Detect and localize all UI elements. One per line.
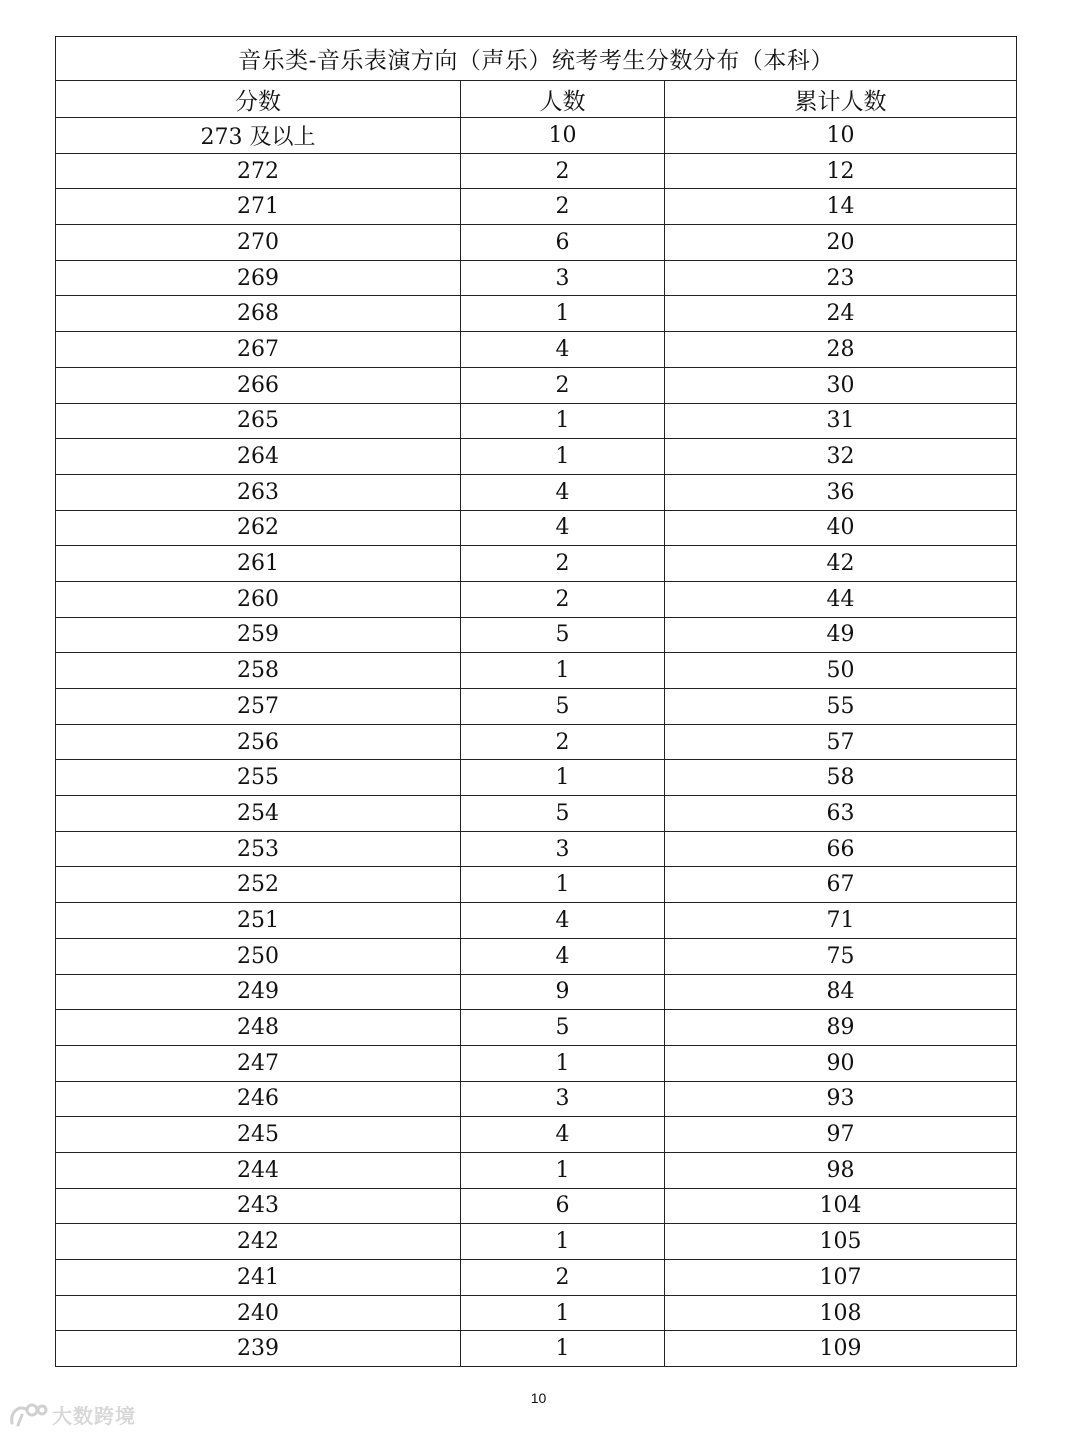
cumulative-cell: 107 — [665, 1260, 1017, 1296]
score-cell: 261 — [56, 546, 461, 582]
count-cell: 1 — [461, 1224, 665, 1260]
score-distribution-table — [55, 36, 1017, 1367]
cumulative-cell: 66 — [665, 831, 1017, 867]
count-cell: 1 — [461, 403, 665, 439]
count-cell: 5 — [461, 1010, 665, 1046]
table-row — [56, 546, 1017, 582]
score-cell: 263 — [56, 474, 461, 510]
header-count: 人数 — [461, 81, 665, 118]
cumulative-cell: 105 — [665, 1224, 1017, 1260]
table-row — [56, 439, 1017, 475]
cumulative-cell: 98 — [665, 1152, 1017, 1188]
score-cell: 246 — [56, 1081, 461, 1117]
table-row — [56, 1081, 1017, 1117]
score-cell: 273 及以上 — [56, 118, 461, 154]
score-cell: 250 — [56, 938, 461, 974]
score-cell: 262 — [56, 510, 461, 546]
table-row — [56, 367, 1017, 403]
table-row — [56, 938, 1017, 974]
cumulative-cell: 23 — [665, 260, 1017, 296]
count-cell: 3 — [461, 1081, 665, 1117]
header-score: 分数 — [56, 81, 461, 118]
cumulative-cell: 63 — [665, 796, 1017, 832]
cumulative-cell: 71 — [665, 903, 1017, 939]
cumulative-cell: 58 — [665, 760, 1017, 796]
table-row — [56, 153, 1017, 189]
cumulative-cell: 44 — [665, 581, 1017, 617]
cumulative-cell: 75 — [665, 938, 1017, 974]
score-cell: 249 — [56, 974, 461, 1010]
count-cell: 1 — [461, 1152, 665, 1188]
table-row — [56, 296, 1017, 332]
cumulative-cell: 31 — [665, 403, 1017, 439]
count-cell: 1 — [461, 1045, 665, 1081]
count-cell: 1 — [461, 653, 665, 689]
score-cell: 258 — [56, 653, 461, 689]
count-cell: 4 — [461, 332, 665, 368]
count-cell: 4 — [461, 903, 665, 939]
count-cell: 4 — [461, 938, 665, 974]
score-cell: 266 — [56, 367, 461, 403]
count-cell: 9 — [461, 974, 665, 1010]
count-cell: 2 — [461, 1260, 665, 1296]
table-row — [56, 617, 1017, 653]
table-header-row — [56, 81, 1017, 118]
score-cell: 270 — [56, 225, 461, 261]
score-cell: 244 — [56, 1152, 461, 1188]
table-row — [56, 189, 1017, 225]
cumulative-cell: 50 — [665, 653, 1017, 689]
cumulative-cell: 84 — [665, 974, 1017, 1010]
score-cell: 242 — [56, 1224, 461, 1260]
score-cell: 251 — [56, 903, 461, 939]
table-row — [56, 474, 1017, 510]
table-row — [56, 760, 1017, 796]
table-row — [56, 260, 1017, 296]
score-cell: 248 — [56, 1010, 461, 1046]
table-row — [56, 1331, 1017, 1367]
cumulative-cell: 55 — [665, 689, 1017, 725]
cumulative-cell: 49 — [665, 617, 1017, 653]
table-row — [56, 510, 1017, 546]
cumulative-cell: 57 — [665, 724, 1017, 760]
watermark — [8, 1400, 136, 1429]
score-cell: 271 — [56, 189, 461, 225]
table-title: 音乐类-音乐表演方向（声乐）统考考生分数分布（本科） — [56, 37, 1017, 81]
score-cell: 240 — [56, 1295, 461, 1331]
table-row — [56, 225, 1017, 261]
score-cell: 259 — [56, 617, 461, 653]
count-cell: 4 — [461, 1117, 665, 1153]
count-cell: 5 — [461, 689, 665, 725]
score-cell: 268 — [56, 296, 461, 332]
score-cell: 264 — [56, 439, 461, 475]
count-cell: 2 — [461, 153, 665, 189]
count-cell: 4 — [461, 510, 665, 546]
score-cell: 269 — [56, 260, 461, 296]
score-cell: 253 — [56, 831, 461, 867]
count-cell: 5 — [461, 796, 665, 832]
count-cell: 3 — [461, 831, 665, 867]
cumulative-cell: 30 — [665, 367, 1017, 403]
table-row — [56, 403, 1017, 439]
count-cell: 6 — [461, 1188, 665, 1224]
cumulative-cell: 40 — [665, 510, 1017, 546]
score-cell: 243 — [56, 1188, 461, 1224]
table-row — [56, 332, 1017, 368]
cumulative-cell: 109 — [665, 1331, 1017, 1367]
cumulative-cell: 10 — [665, 118, 1017, 154]
table-row — [56, 1117, 1017, 1153]
score-cell: 255 — [56, 760, 461, 796]
score-cell: 247 — [56, 1045, 461, 1081]
table-row — [56, 1188, 1017, 1224]
table-title-row — [56, 37, 1017, 81]
table-row — [56, 118, 1017, 154]
table-row — [56, 724, 1017, 760]
score-cell: 252 — [56, 867, 461, 903]
cumulative-cell: 28 — [665, 332, 1017, 368]
table-row — [56, 867, 1017, 903]
header-cumulative: 累计人数 — [665, 81, 1017, 118]
count-cell: 4 — [461, 474, 665, 510]
count-cell: 6 — [461, 225, 665, 261]
table-body — [56, 118, 1017, 1367]
cumulative-cell: 12 — [665, 153, 1017, 189]
score-cell: 267 — [56, 332, 461, 368]
cumulative-cell: 20 — [665, 225, 1017, 261]
brand-logo-icon — [8, 1401, 48, 1429]
cumulative-cell: 97 — [665, 1117, 1017, 1153]
table-row — [56, 1224, 1017, 1260]
count-cell: 1 — [461, 439, 665, 475]
count-cell: 2 — [461, 189, 665, 225]
table-row — [56, 1152, 1017, 1188]
score-cell: 254 — [56, 796, 461, 832]
score-cell: 245 — [56, 1117, 461, 1153]
count-cell: 2 — [461, 724, 665, 760]
cumulative-cell: 90 — [665, 1045, 1017, 1081]
cumulative-cell: 32 — [665, 439, 1017, 475]
table-row — [56, 1010, 1017, 1046]
table-row — [56, 903, 1017, 939]
count-cell: 1 — [461, 1331, 665, 1367]
count-cell: 1 — [461, 1295, 665, 1331]
table-row — [56, 581, 1017, 617]
cumulative-cell: 36 — [665, 474, 1017, 510]
cumulative-cell: 89 — [665, 1010, 1017, 1046]
score-cell: 241 — [56, 1260, 461, 1296]
count-cell: 1 — [461, 867, 665, 903]
page-number: 10 — [530, 1390, 547, 1406]
table-row — [56, 974, 1017, 1010]
score-cell: 257 — [56, 689, 461, 725]
score-cell: 265 — [56, 403, 461, 439]
count-cell: 1 — [461, 296, 665, 332]
cumulative-cell: 42 — [665, 546, 1017, 582]
score-cell: 239 — [56, 1331, 461, 1367]
count-cell: 1 — [461, 760, 665, 796]
cumulative-cell: 24 — [665, 296, 1017, 332]
count-cell: 2 — [461, 546, 665, 582]
score-cell: 272 — [56, 153, 461, 189]
cumulative-cell: 67 — [665, 867, 1017, 903]
count-cell: 3 — [461, 260, 665, 296]
count-cell: 10 — [461, 118, 665, 154]
score-cell: 256 — [56, 724, 461, 760]
table-row — [56, 1045, 1017, 1081]
table-row — [56, 689, 1017, 725]
table-row — [56, 1295, 1017, 1331]
watermark-text: 大数跨境 — [52, 1404, 136, 1428]
table-row — [56, 1260, 1017, 1296]
count-cell: 5 — [461, 617, 665, 653]
cumulative-cell: 108 — [665, 1295, 1017, 1331]
table-row — [56, 831, 1017, 867]
count-cell: 2 — [461, 367, 665, 403]
table-row — [56, 653, 1017, 689]
cumulative-cell: 104 — [665, 1188, 1017, 1224]
cumulative-cell: 14 — [665, 189, 1017, 225]
cumulative-cell: 93 — [665, 1081, 1017, 1117]
score-cell: 260 — [56, 581, 461, 617]
table-row — [56, 796, 1017, 832]
count-cell: 2 — [461, 581, 665, 617]
